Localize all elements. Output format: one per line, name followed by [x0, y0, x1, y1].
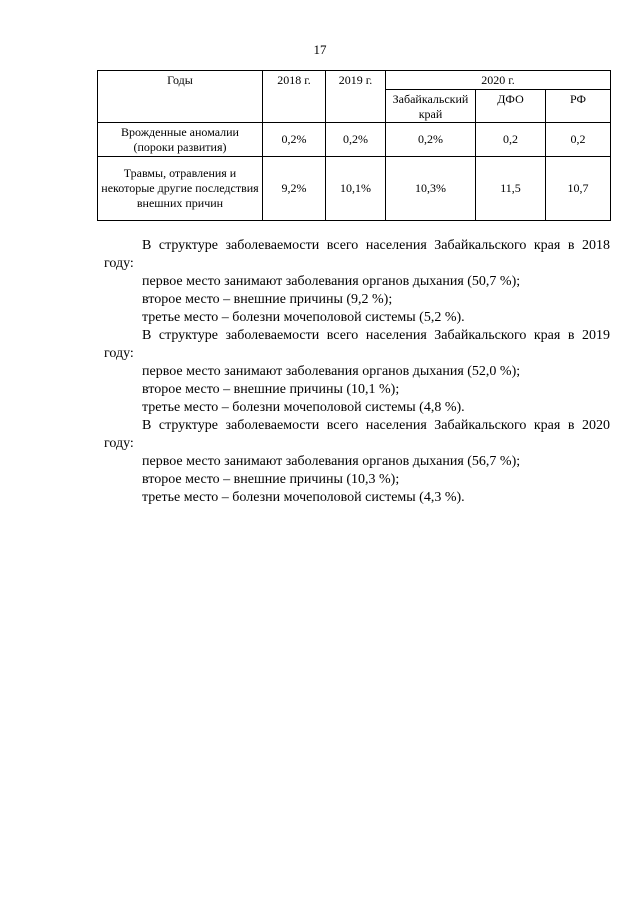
list-item: третье место – болезни мочеполовой системы (4,3 %). [142, 490, 465, 505]
list-item: второе место – внешние причины (10,1 %); [142, 382, 400, 397]
row-label: Травмы, отравления и некоторые другие последствия внешних причин [98, 157, 263, 221]
list-item: второе место – внешние причины (10,3 %); [142, 472, 400, 487]
list-item: первое место занимают заболевания органов дыхания (56,7 %); [142, 454, 521, 469]
cell-2019: 10,1% [326, 157, 386, 221]
table-header-row [98, 71, 611, 90]
header-2019: 2019 г. [326, 71, 386, 123]
header-dfo: ДФО [476, 90, 546, 123]
cell-dfo: 11,5 [476, 157, 546, 221]
header-years: Годы [98, 71, 263, 123]
list-item: первое место занимают заболевания органов дыхания (50,7 %); [142, 274, 521, 289]
cell-dfo: 0,2 [476, 123, 546, 157]
list-item: третье место – болезни мочеполовой системы (5,2 %). [142, 310, 465, 325]
list-item: третье место – болезни мочеполовой системы (4,8 %). [142, 400, 465, 415]
table-row [98, 123, 611, 157]
list-item: первое место занимают заболевания органов дыхания (52,0 %); [142, 364, 521, 379]
row-label: Врожденные аномалии (пороки развития) [98, 123, 263, 157]
cell-zabaikalsky: 10,3% [386, 157, 476, 221]
table-row [98, 157, 611, 221]
cell-2019: 0,2% [326, 123, 386, 157]
cell-rf: 10,7 [546, 157, 611, 221]
header-zabaikalsky: Забайкальский край [386, 90, 476, 123]
section-intro: В структуре заболеваемости всего населения Забайкальского края в 2018 году: [104, 238, 610, 271]
cell-2018: 0,2% [263, 123, 326, 157]
cell-zabaikalsky: 0,2% [386, 123, 476, 157]
page-number: 17 [313, 42, 327, 57]
section-intro: В структуре заболеваемости всего населения Забайкальского края в 2020 году: [104, 418, 610, 451]
section-2020 [104, 417, 610, 507]
cell-2018: 9,2% [263, 157, 326, 221]
header-2018: 2018 г. [263, 71, 326, 123]
section-intro: В структуре заболеваемости всего населения Забайкальского края в 2019 году: [104, 328, 610, 361]
cell-rf: 0,2 [546, 123, 611, 157]
morbidity-table [97, 70, 611, 221]
section-2018 [104, 237, 610, 327]
body-text [104, 237, 610, 507]
list-item: второе место – внешние причины (9,2 %); [142, 292, 393, 307]
section-2019 [104, 327, 610, 417]
header-2020: 2020 г. [386, 71, 611, 90]
header-rf: РФ [546, 90, 611, 123]
